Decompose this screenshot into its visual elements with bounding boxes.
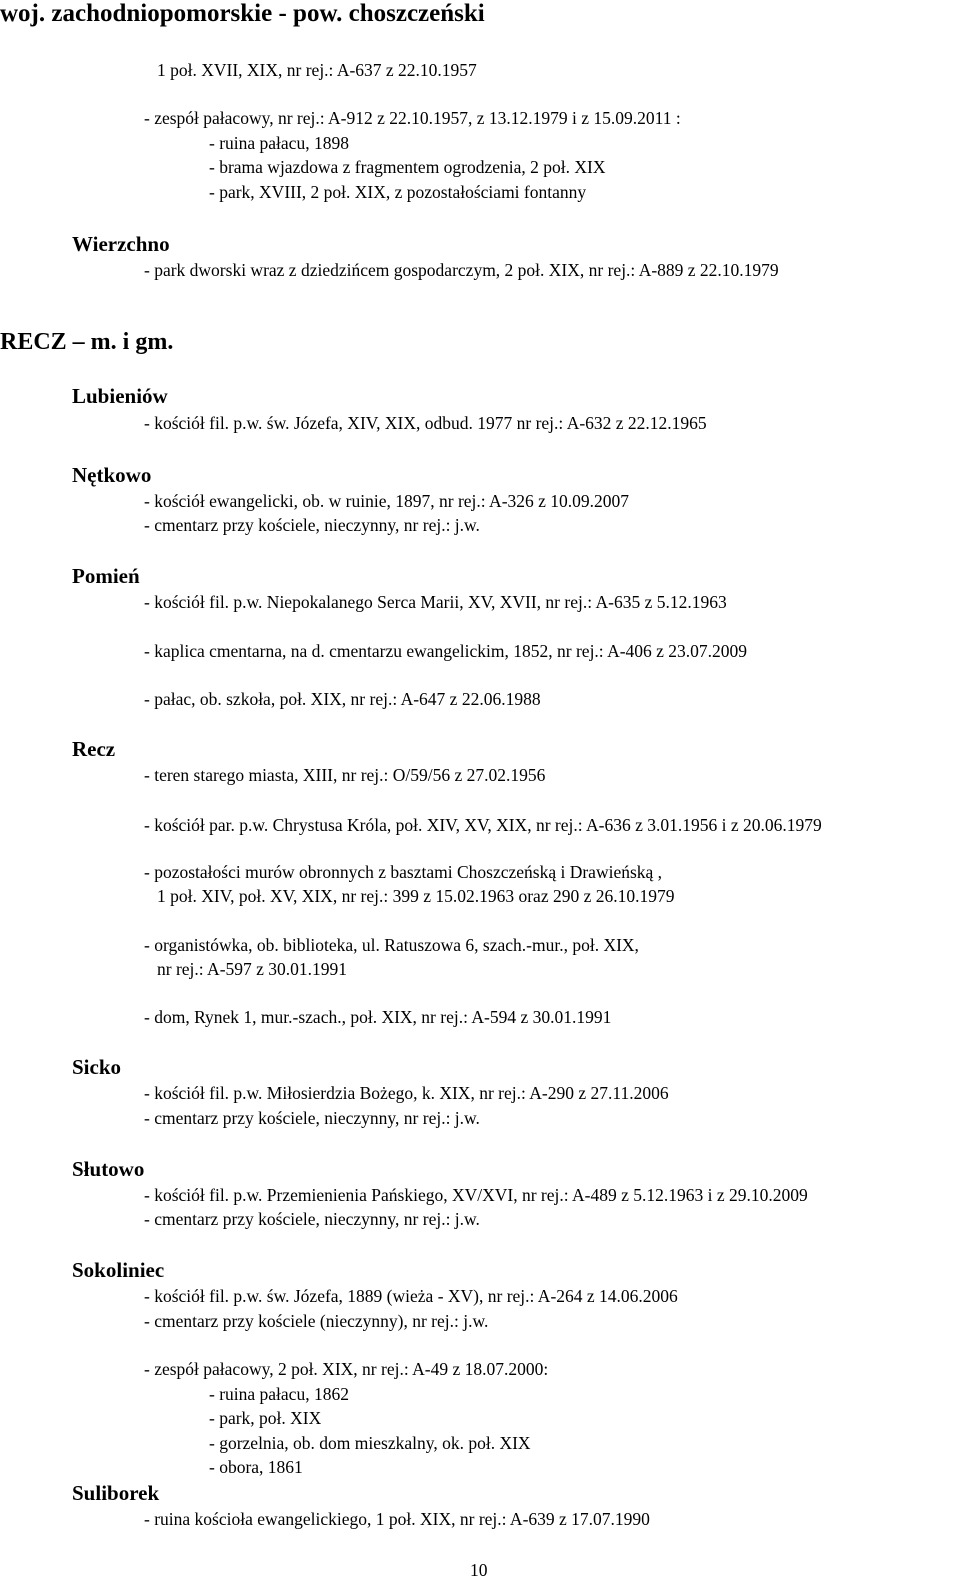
locality-heading: Pomień [72, 564, 140, 588]
locality-heading: Nętkowo [72, 463, 152, 487]
entry-line: - kościół fil. p.w. św. Józefa, XIV, XIX, odbud. 1977 nr rej.: A-632 z 22.12.1965 [144, 413, 707, 433]
sub-entry-line: - brama wjazdowa z fragmentem ogrodzenia, 2 poł. XIX [209, 157, 606, 177]
sub-entry-line: - ruina pałacu, 1862 [209, 1384, 349, 1404]
entry-line-continuation: nr rej.: A-597 z 30.01.1991 [157, 959, 348, 979]
sub-entry-line: - ruina pałacu, 1898 [209, 133, 349, 153]
locality-heading: Słutowo [72, 1157, 145, 1181]
entry-line: - cmentarz przy kościele (nieczynny), nr rej.: j.w. [144, 1311, 489, 1331]
entry-line: - zespół pałacowy, 2 poł. XIX, nr rej.: A-49 z 18.07.2000: [144, 1359, 549, 1379]
entry-line: - cmentarz przy kościele, nieczynny, nr rej.: j.w. [144, 1108, 480, 1128]
entry-line: - kościół par. p.w. Chrystusa Króla, poł. XIV, XV, XIX, nr rej.: A-636 z 3.01.1956 i z 20.06.1979 [144, 815, 822, 835]
locality-heading: Suliborek [72, 1481, 160, 1505]
sub-entry-line: - gorzelnia, ob. dom mieszkalny, ok. poł. XIX [209, 1433, 531, 1453]
entry-line: - pozostałości murów obronnych z basztami Choszczeńską i Drawieńską , [144, 862, 663, 882]
sub-entry-line: - obora, 1861 [209, 1457, 303, 1477]
entry-line: - park dworski wraz z dziedzińcem gospodarczym, 2 poł. XIX, nr rej.: A-889 z 22.10.1979 [144, 260, 779, 280]
locality-heading: Wierzchno [72, 232, 170, 256]
locality-heading: Lubieniów [72, 384, 168, 408]
entry-line: 1 poł. XVII, XIX, nr rej.: A-637 z 22.10.1957 [157, 60, 477, 80]
entry-line-continuation: 1 poł. XIV, poł. XV, XIX, nr rej.: 399 z 15.02.1963 oraz 290 z 26.10.1979 [157, 886, 675, 906]
sub-entry-line: - park, XVIII, 2 poł. XIX, z pozostałościami fontanny [209, 182, 587, 202]
entry-line: - organistówka, ob. biblioteka, ul. Ratuszowa 6, szach.-mur., poł. XIX, [144, 935, 639, 955]
sub-entry-line: - park, poł. XIX [209, 1408, 322, 1428]
entry-line: - cmentarz przy kościele, nieczynny, nr rej.: j.w. [144, 1209, 480, 1229]
entry-line: - pałac, ob. szkoła, poł. XIX, nr rej.: A-647 z 22.06.1988 [144, 689, 541, 709]
locality-heading: Recz [72, 737, 116, 761]
locality-heading: Sicko [72, 1055, 122, 1079]
entry-line: - cmentarz przy kościele, nieczynny, nr rej.: j.w. [144, 515, 480, 535]
page-header: woj. zachodniopomorskie - pow. choszczeński [0, 0, 485, 27]
locality-heading: Sokoliniec [72, 1258, 165, 1282]
entry-line: - kaplica cmentarna, na d. cmentarzu ewangelickim, 1852, nr rej.: A-406 z 23.07.2009 [144, 641, 748, 661]
entry-line: - kościół ewangelicki, ob. w ruinie, 1897, nr rej.: A-326 z 10.09.2007 [144, 491, 630, 511]
entry-line: - dom, Rynek 1, mur.-szach., poł. XIX, nr rej.: A-594 z 30.01.1991 [144, 1007, 612, 1027]
entry-line: - zespół pałacowy, nr rej.: A-912 z 22.10.1957, z 13.12.1979 i z 15.09.2011 : [144, 108, 681, 128]
page-number: 10 [470, 1560, 488, 1580]
entry-line: - teren starego miasta, XIII, nr rej.: O/59/56 z 27.02.1956 [144, 765, 546, 785]
entry-line: - kościół fil. p.w. Miłosierdzia Bożego, k. XIX, nr rej.: A-290 z 27.11.2006 [144, 1083, 669, 1103]
entry-line: - kościół fil. p.w. Niepokalanego Serca Marii, XV, XVII, nr rej.: A-635 z 5.12.1963 [144, 592, 727, 612]
entry-line: - ruina kościoła ewangelickiego, 1 poł. XIX, nr rej.: A-639 z 17.07.1990 [144, 1509, 650, 1529]
entry-line: - kościół fil. p.w. św. Józefa, 1889 (wieża - XV), nr rej.: A-264 z 14.06.2006 [144, 1286, 678, 1306]
section-heading: RECZ – m. i gm. [0, 329, 174, 355]
entry-line: - kościół fil. p.w. Przemienienia Pańskiego, XV/XVI, nr rej.: A-489 z 5.12.1963 i z 29.10.2009 [144, 1185, 808, 1205]
